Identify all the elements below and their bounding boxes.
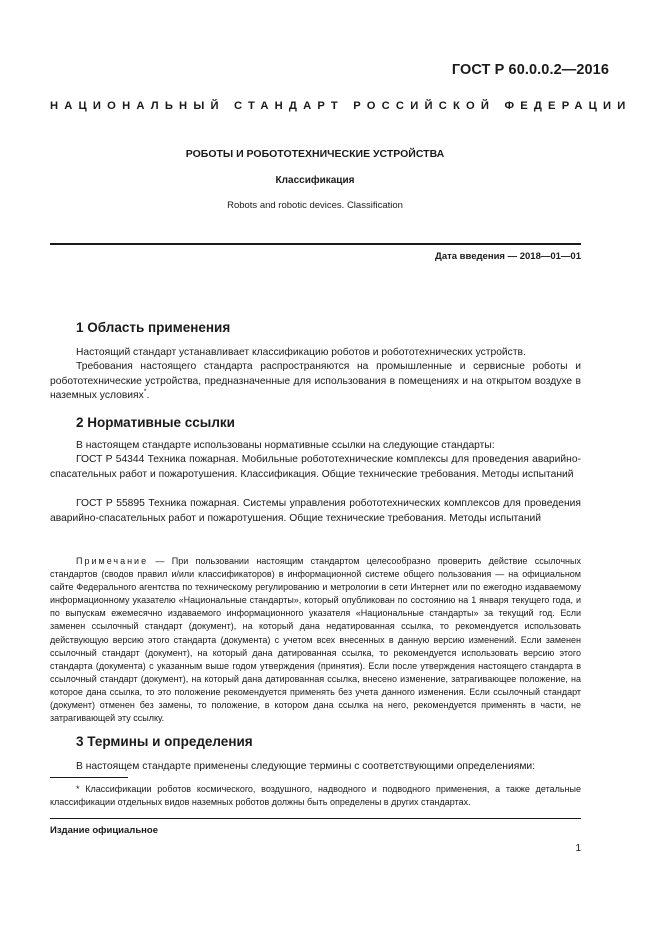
document-subtitle: Классификация xyxy=(275,175,355,186)
national-standard-banner: НАЦИОНАЛЬНЫЙ СТАНДАРТ РОССИЙСКОЙ ФЕДЕРАЦИИ xyxy=(50,100,632,112)
section-1-heading: 1 Область применения xyxy=(76,320,231,335)
footnote-mark: * xyxy=(76,784,80,794)
note-text: — При пользовании настоящим стандартом целесообразно проверить действие ссылочных стандартов (сводов правил и/или классификаторов) в информационной системе общего пользования — на официальном сайте Федерального агентства по техническому регулированию и метрологии в сети Интернет или по ежегодно издаваемому информационному указателю «Национальные стандарты», который опубликован по состоянию на 1 января текущего года, и по выпускам ежемесячно издаваемого информационного указателя «Национальные стандарты» за текущий год. Если заменен ссылочный стандарт (документ), на который дана недатированная ссылка, то рекомендуется использовать действующую версию этого стандарта (документа) с учетом всех внесенных в данную версию изменений. Если заменен ссылочный стандарт (документ), на который дана датированная ссылка, то рекомендуется использовать версию этого стандарта (документа) с указанным выше годом утверждения (принятия). Если после утверждения настоящего стандарта в ссылочный стандарт (документ), на который дана датированная ссылка, внесено изменение, затрагивающее положение, на которое дана ссылка, то это положение рекомендуется применять без учета данного изменения. Если ссылочный стандарт (документ) отменен без замены, то положение, в котором дана ссылка на него, рекомендуется применять в части, не затрагивающей эту ссылку. xyxy=(50,556,581,724)
page-number: 1 xyxy=(575,843,581,854)
document-title: РОБОТЫ И РОБОТОТЕХНИЧЕСКИЕ УСТРОЙСТВА xyxy=(185,148,445,160)
section-2-heading: 2 Нормативные ссылки xyxy=(76,415,235,430)
section-1-paragraph-2 xyxy=(50,360,581,404)
footnote-reference: * xyxy=(143,388,147,396)
section-2-note xyxy=(50,555,581,725)
normative-reference-2: ГОСТ Р 55895 Техника пожарная. Системы управления робототехнических комплексов для проведения аварийно-спасательных работ и пожаротушения. Общие технические требования. Методы испытаний xyxy=(50,498,581,524)
section-2-paragraph-1: В настоящем стандарте использованы нормативные ссылки на следующие стандарты: xyxy=(76,440,495,451)
official-edition-label: Издание официальное xyxy=(50,825,158,836)
section-1-paragraph-1: Настоящий стандарт устанавливает классификацию роботов и робототехнических устройств. xyxy=(76,347,526,358)
footnote xyxy=(50,783,581,809)
document-code: ГОСТ Р 60.0.0.2—2016 xyxy=(451,62,609,78)
section-3-heading: 3 Термины и определения xyxy=(76,734,253,749)
section-1-paragraph-2-end: . xyxy=(146,390,150,402)
document-title-english: Robots and robotic devices. Classification xyxy=(227,200,403,211)
footnote-divider xyxy=(50,777,128,778)
footnote-text: Классификации роботов космического, воздушного, надводного и подводного применения, а также детальные классификации отдельных видов наземных роботов должны быть определены в других стандартах. xyxy=(50,784,581,807)
title-divider xyxy=(50,243,581,245)
section-3-paragraph-1: В настоящем стандарте применены следующие термины с соответствующими определениями: xyxy=(76,761,536,772)
normative-reference-1: ГОСТ Р 54344 Техника пожарная. Мобильные робототехнические комплексы для проведения аварийно-спасательных работ и пожаротушения. Классификация. Общие технические требования. Методы испытаний xyxy=(50,454,581,480)
footer-divider xyxy=(50,818,581,819)
introduction-date: Дата введения — 2018—01—01 xyxy=(435,251,581,262)
section-1-paragraph-2-text: Требования настоящего стандарта распространяются на промышленные и сервисные роботы и робототехнические устройства, предназначенные для использования в помещениях и на открытом воздухе в наземных условиях xyxy=(50,361,581,402)
note-label: Примечание xyxy=(76,556,149,566)
